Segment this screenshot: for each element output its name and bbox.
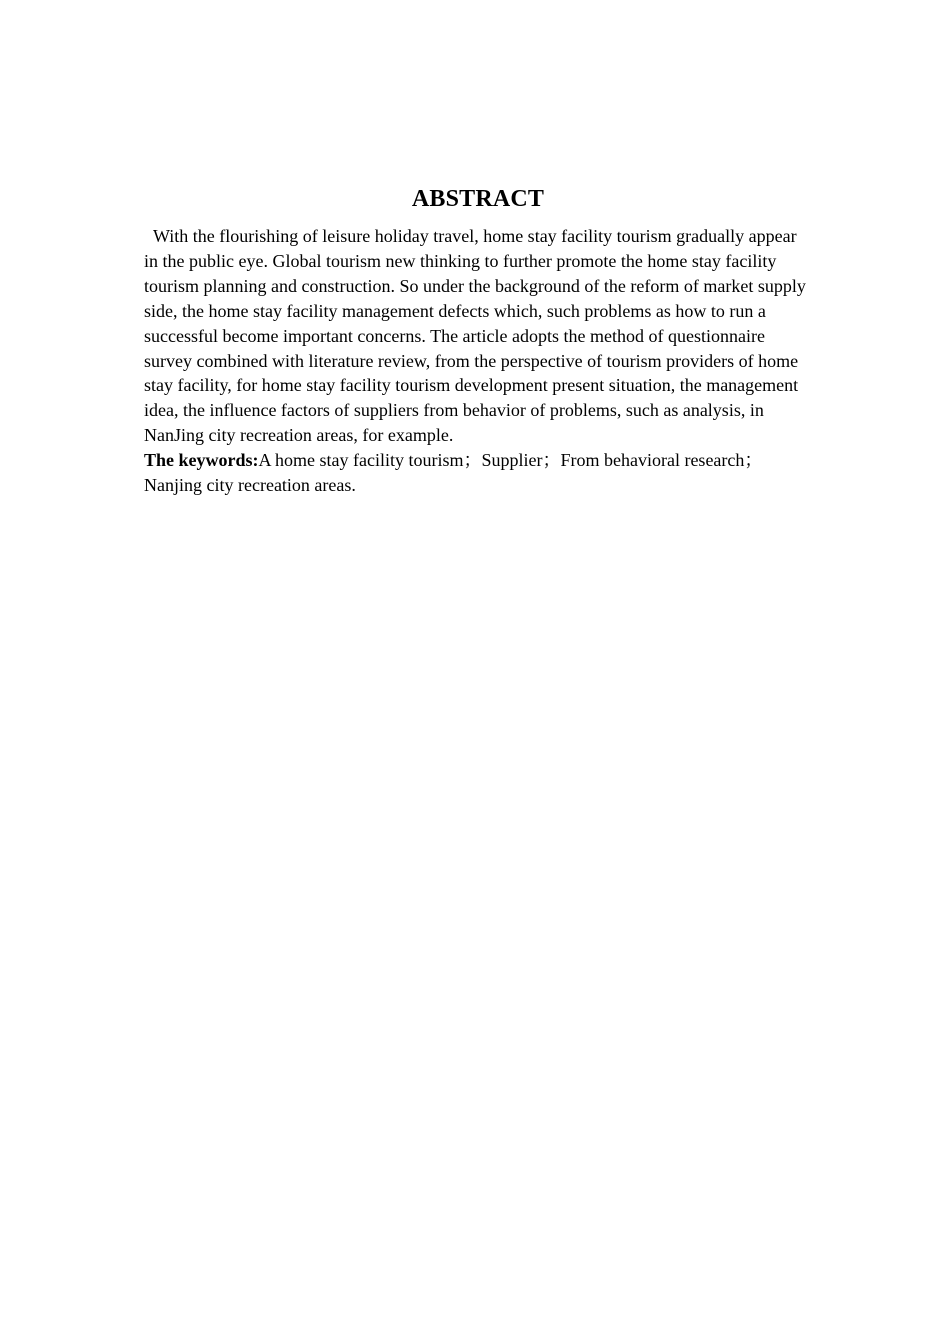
keywords-line <box>144 448 812 498</box>
keywords-text: A home stay facility tourism；Supplier；From behavioral research；Nanjing city recreation areas. <box>144 450 763 496</box>
abstract-body: With the flourishing of leisure holiday travel, home stay facility tourism gradually appear in the public eye. Global tourism new thinking to further promote the home stay facility tourism planning and construction. So under the background of the reform of market supply side, the home stay facility management defects which, such problems as how to run a successful become important concerns. The article adopts the method of questionnaire survey combined with literature review, from the perspective of tourism providers of home stay facility, for home stay facility tourism development present situation, the management idea, the influence factors of suppliers from behavior of problems, such as analysis, in NanJing city recreation areas, for example. <box>144 226 806 446</box>
abstract-section <box>144 184 812 498</box>
keywords-label: The keywords: <box>144 450 259 471</box>
abstract-title: ABSTRACT <box>411 186 545 212</box>
